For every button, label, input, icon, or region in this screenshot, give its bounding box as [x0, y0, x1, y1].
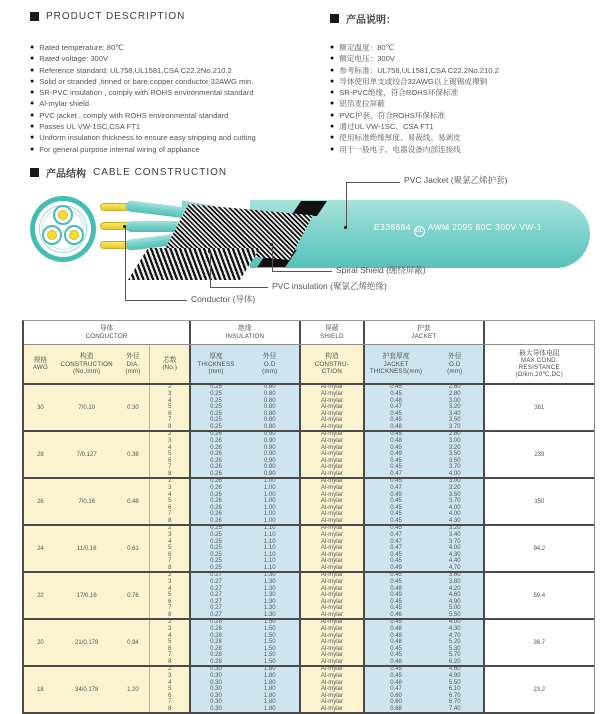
- table-row: [24, 526, 594, 573]
- table-row: [24, 667, 594, 714]
- cell-shield: Al-mylar Al-mylar Al-mylar Al-mylar Al-mylar Al-mylar Al-mylar: [301, 526, 366, 571]
- bullet-icon: ●: [330, 89, 335, 97]
- bullet-icon: ●: [330, 66, 335, 74]
- cell-resistance: 23.2: [485, 667, 594, 712]
- col-header-ins-thickness: 厚度 THICKNESS (mm): [191, 345, 241, 383]
- cell-resistance: 150: [485, 479, 594, 524]
- description-item: [30, 87, 256, 98]
- bullet-icon: ●: [330, 55, 335, 63]
- table-row: [24, 321, 594, 345]
- product-notes-list: [330, 42, 499, 155]
- description-item: [30, 98, 256, 109]
- cell-cores: 2 3 4 5 6 7 8: [150, 385, 191, 430]
- table-row: [24, 479, 594, 526]
- bullet-icon: ●: [30, 44, 35, 51]
- cell-jacket-thickness: 0.45 0.47 0.49 0.45 0.45 0.45 0.45: [365, 479, 427, 524]
- group-header-conductor: 导体 CONDUCTOR: [24, 321, 191, 344]
- product-description-list: [30, 42, 256, 155]
- group-header-resistance: [485, 321, 594, 344]
- col-header-cores: 芯数 (No.): [150, 345, 191, 383]
- cross-section-core: [42, 225, 62, 245]
- notes-item: [330, 144, 499, 155]
- cross-section-core: [64, 225, 84, 245]
- construction-title-zh: 产品结构: [46, 169, 86, 180]
- cell-jacket-thickness: 0.45 0.48 0.45 0.49 0.45 0.45 0.47: [365, 432, 427, 477]
- cell-ins-od: 1.30 1.30 1.30 1.30 1.30 1.30 1.30: [241, 573, 301, 618]
- cell-construction: 7/0.16: [57, 479, 117, 524]
- notes-item: [330, 76, 499, 87]
- cell-ins-thickness: 0.25 0.25 0.25 0.25 0.25 0.25 0.25: [191, 385, 241, 430]
- description-item: [30, 110, 256, 121]
- cross-section-inner: [35, 201, 91, 257]
- cell-jacket-thickness: 0.45 0.47 0.47 0.47 0.45 0.45 0.49: [365, 526, 427, 571]
- cell-shield: Al-mylar Al-mylar Al-mylar Al-mylar Al-mylar Al-mylar Al-mylar: [301, 573, 366, 618]
- cell-shield: Al-mylar Al-mylar Al-mylar Al-mylar Al-mylar Al-mylar Al-mylar: [301, 385, 366, 430]
- bullet-icon: ●: [30, 55, 35, 63]
- product-notes-heading: [330, 11, 396, 26]
- cell-cores: 2 3 4 5 6 7 8: [150, 620, 191, 665]
- section-square-icon: [30, 12, 39, 21]
- cell-cores: 2 3 4 5 6 7 8: [150, 432, 191, 477]
- cell-construction: 11/0.16: [57, 526, 117, 571]
- label-pvc-jacket: PVC Jacket (聚氯乙烯护套): [404, 175, 508, 185]
- notes-item: [330, 53, 499, 64]
- cell-awg: 28: [24, 432, 57, 477]
- cell-cores: 2 3 4 5 6 7 8: [150, 526, 191, 571]
- cross-section-core: [53, 205, 73, 225]
- cell-jacket-od: 4.00 4.30 4.70 5.20 5.30 5.70 6.20: [427, 620, 485, 665]
- cell-shield: Al-mylar Al-mylar Al-mylar Al-mylar Al-mylar Al-mylar Al-mylar: [301, 432, 366, 477]
- cell-resistance: 59.4: [485, 573, 594, 618]
- cell-construction: 7/0.127: [57, 432, 117, 477]
- cell-resistance: 381: [485, 385, 594, 430]
- description-item-text: For general purpose internal wiring of appliance: [39, 144, 200, 154]
- description-item-text: SR-PVC insulation , comply with ROHS environmental standard: [39, 88, 254, 98]
- cell-ins-od: 1.80 1.80 1.80 1.80 1.80 1.80 1.80: [241, 667, 301, 712]
- cell-ins-thickness: 0.27 0.27 0.27 0.27 0.27 0.27 0.27: [191, 573, 241, 618]
- cell-ins-thickness: 0.25 0.25 0.25 0.25 0.25 0.25 0.25: [191, 526, 241, 571]
- table-row: [24, 432, 594, 479]
- group-header-shield: 屏蔽 SHIELD: [301, 321, 366, 344]
- product-description-heading: [30, 11, 185, 22]
- table-row: [24, 345, 594, 385]
- col-header-construction: 构造 CONSTRUCTION (No./mm): [57, 345, 117, 383]
- notes-item: [330, 110, 499, 121]
- notes-item: [330, 98, 499, 109]
- cell-shield: Al-mylar Al-mylar Al-mylar Al-mylar Al-mylar Al-mylar Al-mylar: [301, 667, 366, 712]
- cable-diagram: [0, 160, 603, 318]
- cell-awg: 20: [24, 620, 57, 665]
- description-item-text: Rated temperature: 80℃: [39, 43, 124, 52]
- cell-ins-thickness: 0.28 0.28 0.28 0.28 0.28 0.28 0.28: [191, 620, 241, 665]
- col-header-dia: 外径 DIA. (mm): [117, 345, 151, 383]
- notes-item: [330, 65, 499, 76]
- cell-ins-od: 0.80 0.80 0.80 0.80 0.80 0.80 0.80: [241, 385, 301, 430]
- col-header-jacket-od: 外径 O.D (mm): [427, 345, 485, 383]
- bullet-icon: ●: [30, 89, 35, 97]
- group-header-jacket: 护套 JACKET: [365, 321, 484, 344]
- cell-jacket-od: 3.00 3.20 3.50 3.70 4.00 4.00 4.30: [427, 479, 485, 524]
- cell-jacket-thickness: 0.45 0.45 0.48 0.49 0.45 0.45 0.46: [365, 573, 427, 618]
- cell-awg: 26: [24, 479, 57, 524]
- product-description-title: PRODUCT DESCRIPTION: [46, 11, 186, 22]
- cell-construction: 17/0.16: [57, 573, 117, 618]
- cell-ins-od: 1.00 1.00 1.00 1.00 1.00 1.00 1.00: [241, 479, 301, 524]
- notes-item-text: 参考标准：UL758,UL1581,CSA C22.2No.210.2: [339, 65, 499, 75]
- spiral-shield-mesh: [128, 248, 260, 280]
- cell-ins-thickness: 0.26 0.26 0.26 0.26 0.26 0.26 0.26: [191, 432, 241, 477]
- cell-dia: 0.94: [117, 620, 151, 665]
- cell-jacket-thickness: 0.45 0.45 0.48 0.47 0.45 0.45 0.48: [365, 385, 427, 430]
- description-item-text: PVC jacket , comply with ROHS environmental standard: [39, 110, 229, 120]
- description-item-text: Rated voltage: 300V: [39, 54, 109, 64]
- group-header-insulation: 绝缘 INSULATION: [191, 321, 300, 344]
- description-item: [30, 53, 256, 64]
- jacket-print-right: AWM 2095 80C 300V VW-1: [427, 222, 542, 232]
- spec-table: [22, 320, 595, 714]
- jacket-print-text: [330, 222, 586, 237]
- cell-construction: 21/0.178: [57, 620, 117, 665]
- notes-item-text: 通过UL VW-1SC、CSA FT1: [339, 122, 434, 132]
- table-row: [24, 385, 594, 432]
- notes-item-text: SR-PVC绝缘，符合ROHS环保标准: [339, 88, 459, 98]
- cell-resistance: 239: [485, 432, 594, 477]
- notes-item-text: 额定电压：300V: [339, 54, 395, 64]
- cell-jacket-od: 4.60 4.90 5.50 6.10 6.70 6.70 7.40: [427, 667, 485, 712]
- description-item: [30, 144, 256, 155]
- cell-jacket-od: 2.80 3.00 3.20 3.50 3.50 3.70 4.00: [427, 432, 485, 477]
- bullet-icon: ●: [30, 100, 35, 108]
- notes-item: [330, 87, 499, 98]
- label-spiral-shield: Spiral Shield (缠绕屏蔽): [336, 265, 426, 275]
- description-item-text: Al-mylar shield: [39, 99, 90, 109]
- cell-ins-thickness: 0.26 0.26 0.26 0.26 0.26 0.26 0.26: [191, 479, 241, 524]
- cell-jacket-od: 2.60 2.80 3.00 3.20 3.40 3.50 3.70: [427, 385, 485, 430]
- cell-dia: 0.38: [117, 432, 151, 477]
- bullet-icon: ●: [330, 134, 335, 142]
- cell-ins-od: 0.90 0.90 0.90 0.90 0.90 0.90 0.90: [241, 432, 301, 477]
- cell-dia: 1.20: [117, 667, 151, 712]
- bullet-icon: ●: [330, 100, 335, 108]
- description-item-text: Passes UL VW-1SC,CSA FT1: [39, 122, 141, 132]
- description-item-text: Solid or stranded ,tinned or bare copper conductor 32AWG min.: [39, 76, 254, 86]
- bullet-icon: ●: [330, 145, 335, 153]
- description-item: [30, 132, 256, 143]
- cell-awg: 18: [24, 667, 57, 712]
- bullet-icon: ●: [30, 134, 35, 142]
- cell-construction: 34/0.178: [57, 667, 117, 712]
- cell-jacket-od: 3.20 3.40 3.70 4.00 4.30 4.40 4.70: [427, 526, 485, 571]
- cell-awg: 30: [24, 385, 57, 430]
- col-header-jacket-thickness: 护套厚度 JACKET THICKNESS(mm): [365, 345, 427, 383]
- col-header-resistance: 最大导体电阻 MAX.COND. RESISTANCE (Ω/km,20℃,DC): [485, 345, 594, 383]
- cell-cores: 2 3 4 5 6 7 8: [150, 667, 191, 712]
- cell-dia: 0.30: [117, 385, 151, 430]
- description-item: [30, 76, 256, 87]
- cell-ins-thickness: 0.30 0.30 0.30 0.30 0.30 0.30 0.30: [191, 667, 241, 712]
- table-row: [24, 573, 594, 620]
- cell-cores: 2 3 4 5 6 7 8: [150, 573, 191, 618]
- notes-item: [330, 42, 499, 53]
- bullet-icon: ●: [30, 66, 35, 74]
- bullet-icon: ●: [330, 123, 335, 131]
- notes-item-text: 铝箔麦拉屏蔽: [339, 99, 385, 109]
- notes-item-text: 使用标准绝缘厚度、易裁线、易剥皮: [339, 133, 461, 143]
- cell-shield: Al-mylar Al-mylar Al-mylar Al-mylar Al-mylar Al-mylar Al-mylar: [301, 479, 366, 524]
- description-item-text: Reference standard: UL758,UL1581,CSA C22.2No.210.2: [39, 65, 232, 75]
- product-notes-title: 产品说明：: [346, 15, 396, 26]
- bullet-icon: ●: [30, 77, 35, 85]
- description-item-text: Uniform insulation thickness to ensure easy stripping and cutting: [39, 133, 256, 143]
- bullet-icon: ●: [330, 77, 335, 85]
- col-header-shield-construction: 构造 CONSTRU- CTION: [301, 345, 366, 383]
- table-row: [24, 620, 594, 667]
- cell-dia: 0.76: [117, 573, 151, 618]
- ul-mark-icon: UL: [414, 226, 425, 237]
- notes-item: [330, 132, 499, 143]
- cell-awg: 22: [24, 573, 57, 618]
- label-conductor: Conductor (导体): [191, 294, 256, 304]
- bullet-icon: ●: [330, 111, 335, 119]
- cell-awg: 24: [24, 526, 57, 571]
- bullet-icon: ●: [330, 44, 335, 51]
- cell-shield: Al-mylar Al-mylar Al-mylar Al-mylar Al-mylar Al-mylar Al-mylar: [301, 620, 366, 665]
- description-item: [30, 65, 256, 76]
- notes-item-text: PVC护套，符合ROHS环保标准: [339, 110, 446, 120]
- notes-item: [330, 121, 499, 132]
- cell-dia: 0.61: [117, 526, 151, 571]
- notes-item-text: 额定温度：80℃: [339, 43, 395, 52]
- section-square-icon: [330, 14, 339, 23]
- col-header-awg: 规格 AWG: [24, 345, 57, 383]
- notes-item-text: 导体使用单支或绞合32AWG以上镀锡或裸铜: [339, 76, 488, 86]
- construction-title-en: CABLE CONSTRUCTION: [93, 167, 228, 178]
- cell-resistance: 94.2: [485, 526, 594, 571]
- col-header-ins-od: 外径 O.D (mm): [241, 345, 301, 383]
- cell-ins-od: 1.50 1.50 1.50 1.50 1.50 1.50 1.50: [241, 620, 301, 665]
- cell-jacket-od: 3.60 3.80 4.20 4.60 4.90 5.00 5.50: [427, 573, 485, 618]
- bullet-icon: ●: [30, 111, 35, 119]
- description-item: [30, 42, 256, 53]
- cell-construction: 7/0.10: [57, 385, 117, 430]
- cell-cores: 2 3 4 5 6 7 8: [150, 479, 191, 524]
- cell-jacket-thickness: 0.45 0.48 0.48 0.48 0.45 0.45 0.48: [365, 620, 427, 665]
- cell-dia: 0.48: [117, 479, 151, 524]
- cell-resistance: 36.7: [485, 620, 594, 665]
- label-pvc-insulation: PVC insulation (聚氯乙烯绝缘): [272, 281, 387, 291]
- bullet-icon: ●: [30, 123, 35, 131]
- cable-cross-section: [30, 196, 96, 262]
- description-item: [30, 121, 256, 132]
- bullet-icon: ●: [30, 145, 35, 153]
- jacket-print-left: E338684: [374, 222, 411, 232]
- cell-jacket-thickness: 0.45 0.45 0.48 0.47 0.60 0.60 0.68: [365, 667, 427, 712]
- notes-item-text: 用于一般电子、电器设备内部连接线: [339, 144, 461, 154]
- cell-ins-od: 1.10 1.10 1.10 1.10 1.10 1.10 1.10: [241, 526, 301, 571]
